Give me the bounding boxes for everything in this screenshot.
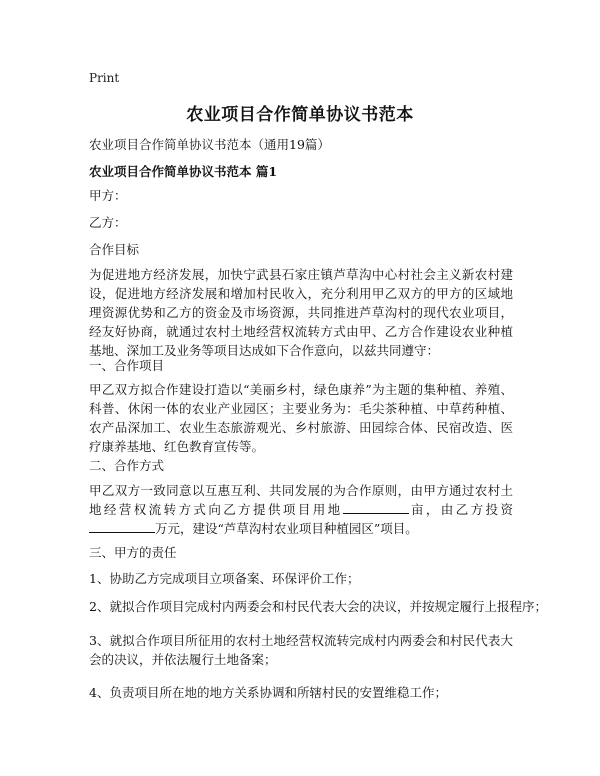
responsibility-2: 2、就拟合作项目完成村内两委会和村民代表大会的决议，并按规定履行上报程序；	[89, 599, 547, 614]
section-heading: 农业项目合作简单协议书范本 篇1	[89, 164, 278, 179]
item2-paragraph	[89, 481, 513, 538]
land-area-blank	[343, 501, 409, 514]
item2-text-part2: 亩，由乙方投资	[408, 502, 513, 517]
goal-heading: 合作目标	[89, 242, 140, 257]
item1-heading: 一、合作项目	[89, 358, 165, 373]
goal-paragraph: 为促进地方经济发展，加快宁武县石家庄镇芦草沟中心村社会主义新农村建设，促进地方经济发展和增加村民收入，充分利用甲乙双方的甲方的区域地理资源优势和乙方的资金及市场资源，共同推进芦草沟村的现代农业项目，经友好协商，就通过农村土地经营权流转方式由甲、乙方合作建设农业种植基地、深加工及业务等项目达成如下合作意向，以兹共同遵守：	[89, 267, 513, 358]
item3-heading: 三、甲方的责任	[89, 545, 177, 560]
item2-text-part3: 万元，建设“芦草沟村农业项目种植园区”项目。	[155, 521, 418, 536]
item1-paragraph: 甲乙双方拟合作建设打造以“美丽乡村，绿色康养”为主题的集种植、养殖、科普、休闲一体的农业产业园区；主要业务为：毛尖茶种植、中草药种植、农产品深加工、农业生态旅游观光、乡村旅游、田园综合体、民宿改造、医疗康养基地、红色教育宣传等。	[89, 382, 513, 454]
item2-text-part1: 甲乙双方一致同意以互惠互利、共同发展的为合作原则，由甲方通过农村土地经营权流转方式向乙方提供项目用地	[89, 483, 513, 517]
responsibility-3: 3、就拟合作项目所征用的农村土地经营权流转完成村内两委会和村民代表大会的决议，并依法履行土地备案；	[89, 633, 513, 667]
document-title: 农业项目合作简单协议书范本	[186, 105, 414, 125]
document-subtitle: 农业项目合作简单协议书范本（通用19篇）	[89, 137, 330, 152]
responsibility-1: 1、协助乙方完成项目立项备案、环保评价工作；	[89, 571, 360, 586]
party-a-label: 甲方：	[89, 188, 127, 203]
investment-blank	[89, 520, 155, 533]
print-label[interactable]: Print	[89, 71, 120, 85]
item2-heading: 二、合作方式	[89, 458, 165, 473]
party-b-label: 乙方：	[89, 215, 127, 230]
responsibility-4: 4、负责项目所在地的地方关系协调和所辖村民的安置维稳工作；	[89, 685, 447, 700]
